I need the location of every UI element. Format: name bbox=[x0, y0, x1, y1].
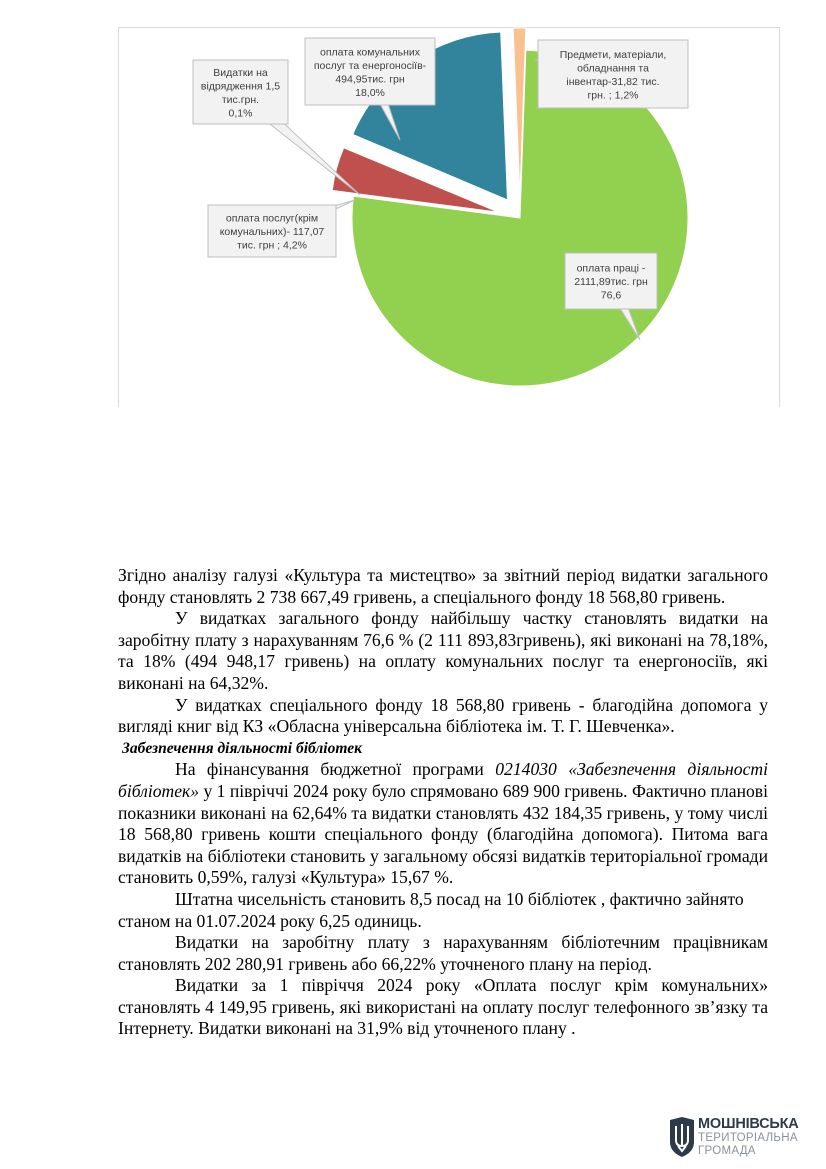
data-label: 76,6 bbox=[600, 289, 622, 302]
data-label: 18,0% bbox=[355, 86, 385, 99]
data-label: оплата комунальних bbox=[320, 46, 420, 59]
community-logo bbox=[668, 1116, 818, 1160]
paragraph-salary: Видатки на заробітну плату з нарахуванням бібліотечним працівникам становлять 202 280,91 гривень або 66,22% уточненого плану на період. bbox=[118, 932, 768, 974]
data-label: відрядження 1,5 bbox=[200, 80, 281, 93]
data-label: тис.грн. bbox=[221, 93, 260, 106]
program-name: «Забезпечення діяльності бібліотек» bbox=[118, 759, 768, 801]
data-label: комунальних)- 117,07 bbox=[219, 226, 325, 238]
data-label: інвентар-31,82 тис. bbox=[566, 75, 660, 88]
data-label: тис. грн ; 4,2% bbox=[237, 239, 307, 252]
data-label: грн. ; 1,2% bbox=[587, 89, 639, 102]
paragraph-general-fund: Згідно аналізу галузі «Культура та мистецтво» за звітний період видатки загального фонду становлять 2 738 667,49 гривень, а спеціального фонду 18 568,80 гривень. bbox=[118, 565, 768, 607]
data-label: оплата праці - bbox=[576, 262, 646, 275]
paragraph-staff: Штатна чисельність становить 8,5 посад на 10 бібліотек , фактично зайнято станом на 01.07.2024 року 6,25 одиниць. bbox=[118, 888, 744, 931]
paragraph-services: Видатки за 1 півріччя 2024 року «Оплата послуг крім комунальних» становлять 4 149,95 гривень, які використані на оплату послуг телефонного зв’язку та Інтернету. Видатки виконані на 31,9% від уточненого плану . bbox=[118, 975, 768, 1039]
paragraph-special-fund: У видатках спеціального фонду 18 568,80 гривень - благодійна допомога у вигляді книг від КЗ «Обласна універсальна бібліотека ім. Т. Г. Шевченка». bbox=[118, 694, 768, 737]
pie-chart bbox=[0, 0, 826, 420]
report-text bbox=[118, 565, 768, 1040]
program-code: 0214030 bbox=[495, 759, 557, 780]
program-intro: На фінансування бюджетної програми bbox=[175, 759, 496, 780]
logo-line-1: МОШНІВСЬКА bbox=[698, 1116, 799, 1132]
trident-emblem-icon bbox=[668, 1116, 696, 1158]
data-label: 0,1% bbox=[228, 107, 253, 120]
data-label: 2111,89тис. грн bbox=[574, 276, 648, 288]
paragraph-library-program bbox=[118, 759, 768, 889]
logo-line-3: ГРОМАДА bbox=[698, 1145, 756, 1157]
program-details: у 1 півріччі 2024 року було спрямовано 689 900 гривень. Фактично планові показники виконані на 62,64% та видатки становлять 432 184,35 гривень, у тому числі 18 568,80 гривень кошти спеціального фонду (благодійна допомога). Питома вага видатків на бібліотеки становить у загальному обсязі видатків територіальної громади становить 0,59%, галузі «Культура» 15,67 %. bbox=[118, 780, 768, 888]
data-label: оплата послуг(крім bbox=[225, 212, 319, 225]
data-label: 494,95тис. грн bbox=[335, 73, 405, 86]
section-heading: Забезпечення діяльності бібліотек bbox=[122, 739, 362, 757]
data-label: послуг та енергоносіїв- bbox=[313, 59, 427, 72]
data-label: обладнання та bbox=[577, 62, 649, 75]
logo-line-2: ТЕРИТОРІАЛЬНА bbox=[698, 1132, 798, 1144]
paragraph-general-fund-share: У видатках загального фонду найбільшу частку становлять видатки на заробітну плату з нарахуванням 76,6 % (2 111 893,83гривень), які виконані на 78,18%, та 18% (494 948,17 гривень) на оплату комунальних послуг та енергоносіїв, які виконані на 64,32%. bbox=[118, 608, 768, 693]
data-label: Предмети, матеріали, bbox=[559, 48, 667, 61]
data-label: Видатки на bbox=[213, 66, 268, 79]
